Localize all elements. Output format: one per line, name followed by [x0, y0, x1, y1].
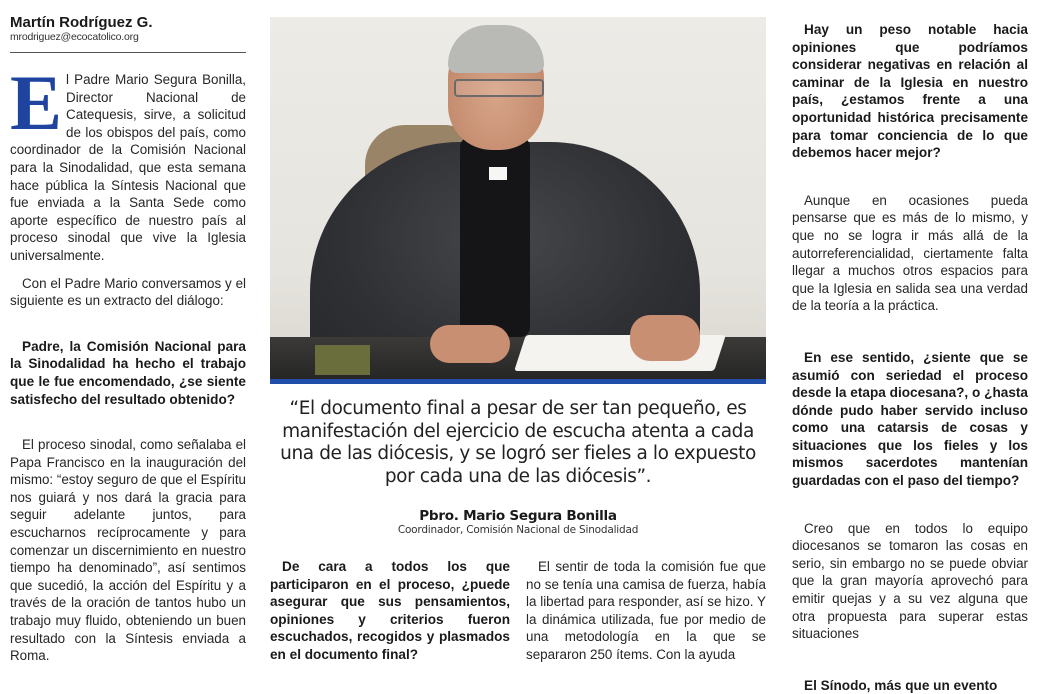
photo-collar: [489, 167, 507, 180]
photo-right-hand: [630, 315, 700, 361]
question-3: Hay un peso notable hacia opiniones que podríamos considerar negativas en relación al caminar de la Iglesia en nuestro país, ¿estamos frente a una oportunidad histórica precisamente para tomar conciencia de lo que debemos hacer mejor?: [792, 22, 1028, 161]
portrait-photo: [270, 17, 766, 379]
photo-desk-item: [315, 345, 370, 375]
author-email[interactable]: mrodriguez@ecocatolico.org: [10, 31, 139, 43]
right-column: [792, 0, 1028, 694]
pull-quote-name: Pbro. Mario Segura Bonilla: [419, 508, 617, 524]
byline-divider: [10, 52, 246, 53]
pull-quote-role: Coordinador, Comisión Nacional de Sinodalidad: [397, 524, 639, 536]
intro-paragraph-2: Con el Padre Mario conversamos y el siguiente es un extracto del diálogo:: [10, 275, 246, 309]
question-1: Padre, la Comisión Nacional para la Sinodalidad ha hecho el trabajo que le fue encomendado, ¿se siente satisfecho del resultado obtenido?: [10, 338, 246, 407]
photo-left-hand: [430, 325, 510, 363]
photo-hair: [448, 25, 544, 73]
middle-subcolumn-left: [270, 558, 510, 664]
intro-text: l Padre Mario Segura Bonilla, Director Nacional de Catequesis, sirve, a solicitud de los obispos del país, como coordinador de la Comisión Nacional para la Sinodalidad, que esta semana hace pública la Síntesis Nacional que fue enviada a la Santa Sede como aporte específico de nuestro país al proceso sinodal que vive la Iglesia universalmente.: [10, 72, 246, 263]
left-column: [10, 0, 246, 665]
middle-column: [270, 0, 766, 664]
drop-cap: E: [10, 59, 63, 146]
answer-3: Aunque en ocasiones pueda pensarse que es más de lo mismo, y que no se logra ir más allá de la autorreferencialidad, ciertamente falta llegar a muchos otros espacios para que la Iglesia en salida sea una verdad de la teoría a la práctica.: [792, 192, 1028, 314]
photo-accent-bar: [270, 379, 766, 384]
author-name: Martín Rodríguez G.: [10, 14, 153, 31]
answer-4: Creo que en todos lo equipo diocesanos se tomaron las cosas en serio, sin embargo no se puede obviar que la gran mayoría aprovechó para emitir quejas y a su vez alguna que otra propuesta para superar estas situaciones: [792, 520, 1028, 642]
middle-subcolumn-right: [526, 558, 766, 664]
photo-glasses: [454, 79, 544, 97]
question-4: En ese sentido, ¿siente que se asumió con seriedad el proceso desde la etapa diocesana?, o ¿hasta dónde pudo haber servido incluso como una catarsis de cosas y situaciones que los fieles y los mismos sacerdotes mantenían guardadas con el paso del tiempo?: [792, 349, 1028, 489]
pull-quote: “El documento final a pesar de ser tan pequeño, es manifestación del ejercicio de escucha atenta a cada una de las diócesis, y se logró ser fieles a lo expuesto por cada una de las diócesis”.: [280, 398, 756, 487]
answer-2: El sentir de toda la comisión fue que no se tenía una camisa de fuerza, había la libertad para responder, así se hizo. Y la dinámica utilizada, fue por medio de una metodología en la que se separaron 250 ítems. Con la ayuda: [526, 559, 766, 662]
question-5: El Sínodo, más que un evento: [804, 677, 998, 693]
intro-paragraph: [10, 59, 246, 265]
middle-subcolumns: [270, 558, 766, 664]
answer-1: El proceso sinodal, como señalaba el Papa Francisco en la inauguración del mismo: “estoy seguro de que el Espíritu nos guiará y nos dará la gracia para seguir adelante juntos, para escucharnos recíprocamente y para comenzar un discernimiento en nuestro tiempo ha denominado”, así sentimos que sucedió, la acción del Espíritu y a través de la oración de tantos hubo un trabajo muy fluido, obteniendo un buen resultado con la Síntesis enviada a Roma.: [10, 437, 246, 664]
question-2: De cara a todos los que participaron en el proceso, ¿puede asegurar que sus pensamientos, opiniones y criterios fueron escuchados, recogidos y plasmados en el documento final?: [270, 559, 510, 662]
